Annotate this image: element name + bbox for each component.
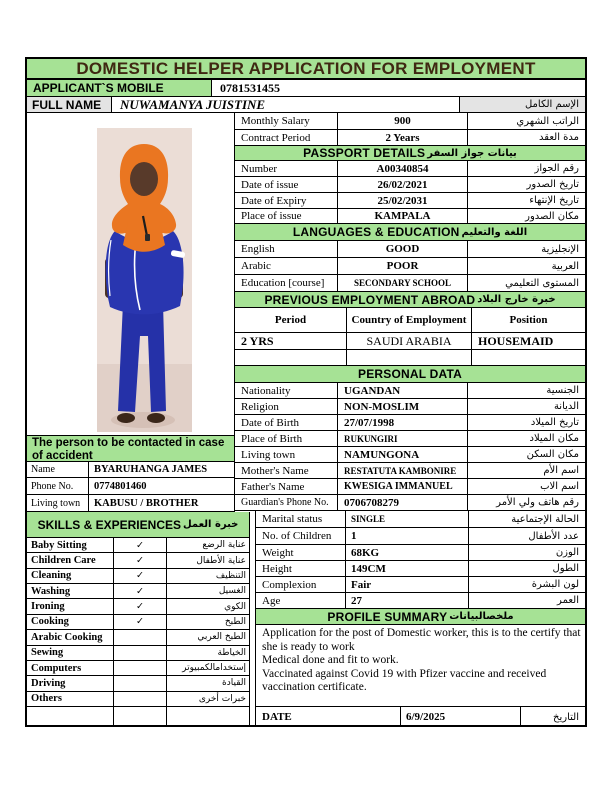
place-of-issue-value: KAMPALA (338, 209, 468, 223)
nationality-label-arabic: الجنسية (546, 385, 579, 396)
check-cell-empty (114, 661, 167, 675)
skill-row-ironing (27, 599, 250, 614)
skill-row-arabic-cooking (27, 630, 250, 645)
father-name-label: Father's Name (235, 479, 338, 494)
father-name-row (235, 479, 585, 495)
age-label-arabic: العمر (557, 595, 579, 606)
profile-line: Medical done and fit to work. (262, 654, 399, 666)
skills-header-en: SKILLS & EXPERIENCES (37, 517, 181, 532)
skill-label: Others (27, 692, 114, 706)
education-value: SECONDARY SCHOOL (338, 275, 468, 291)
date-of-birth-label: Date of Birth (235, 415, 338, 430)
education-label: Education [course] (235, 275, 338, 291)
profile-header-en: PROFILE SUMMARY (327, 609, 448, 624)
languages-header-arabic: اللغة والتعليم (461, 226, 528, 238)
employment-data-row (235, 333, 585, 350)
full-name-label: FULL NAME (27, 97, 112, 112)
height-label-arabic: الطول (552, 563, 579, 574)
date-of-birth-row (235, 415, 585, 431)
marital-status-value: SINGLE (346, 511, 469, 527)
personal-data-section (235, 366, 587, 511)
nationality-row (235, 383, 585, 399)
personal-data-header (235, 366, 585, 383)
position-column-header: Position (509, 314, 548, 326)
empty-cell (27, 707, 114, 727)
checkmark-icon: ✓ (114, 538, 167, 552)
check-cell-empty (114, 646, 167, 660)
children-row (256, 528, 585, 545)
skill-label: Ironing (27, 599, 114, 613)
skill-label: Cleaning (27, 569, 114, 583)
skill-row-washing (27, 584, 250, 599)
skill-row-empty (27, 707, 250, 727)
arabic-label: Arabic (235, 258, 338, 274)
right-upper-tables (235, 113, 587, 366)
empty-cell (472, 350, 585, 365)
empty-cell (347, 350, 472, 365)
profile-summary-section (255, 609, 587, 727)
profile-header-arabic: ملخصالبيانات (449, 611, 514, 622)
complexion-label-arabic: لون البشرة (531, 579, 579, 590)
skills-section (25, 512, 250, 727)
religion-label: Religion (235, 399, 338, 414)
contact-phone-value: 0774801460 (94, 480, 147, 492)
arabic-row (235, 258, 585, 275)
languages-header-en: LANGUAGES & EDUCATION (292, 225, 460, 239)
applicant-photo (97, 128, 192, 432)
period-column-header: Period (235, 308, 347, 332)
living-town-value: NAMUNGONA (338, 447, 468, 462)
skill-label-arabic: الطبخ (224, 616, 246, 627)
contact-town-value: KABUSU / BROTHER (94, 497, 199, 509)
living-town-label-arabic: مكان السكن (526, 449, 579, 460)
personal-data-header-text: PERSONAL DATA (358, 367, 462, 381)
height-value: 149CM (346, 561, 469, 576)
employment-empty-row (235, 350, 585, 366)
arabic-label-arabic: العربية (551, 260, 579, 272)
place-of-birth-label: Place of Birth (235, 431, 338, 446)
full-name-value: NUWAMANYA JUISTINE (112, 97, 460, 112)
date-label-arabic: التاريخ (553, 711, 579, 723)
date-of-issue-label-arabic: تاريخ الصدور (526, 179, 579, 190)
place-of-issue-label: Place of issue (235, 209, 338, 223)
age-row (256, 593, 585, 609)
skill-row-others (27, 692, 250, 707)
contract-period-label-arabic: مدة العقد (539, 132, 579, 143)
skill-row-driving (27, 676, 250, 691)
education-label-arabic: المستوى التعليمي (505, 277, 579, 289)
full-name-label-arabic: الإسم الكامل (460, 97, 585, 112)
contact-phone-label: Phone No. (27, 478, 89, 494)
religion-row (235, 399, 585, 415)
checkmark-icon: ✓ (114, 553, 167, 567)
complexion-label: Complexion (256, 577, 346, 592)
guardian-phone-row (235, 495, 585, 511)
weight-row (256, 545, 585, 561)
marital-status-row (256, 511, 585, 528)
place-of-birth-label-arabic: مكان الميلاد (529, 433, 579, 444)
mother-name-value: RESTATUTA KAMBONIRE (338, 463, 468, 478)
height-label: Height (256, 561, 346, 576)
skill-row-cooking (27, 615, 250, 630)
employment-position-value: HOUSEMAID (478, 333, 554, 348)
date-of-expiry-label-arabic: تاريخ الإنتهاء (529, 195, 579, 206)
contact-name-value: BYARUHANGA JAMES (94, 464, 208, 475)
monthly-salary-row (235, 113, 585, 130)
empty-cell (114, 707, 167, 727)
date-row (256, 707, 585, 727)
passport-expiry-row (235, 193, 585, 209)
checkmark-icon: ✓ (114, 615, 167, 629)
skill-label: Computers (27, 661, 114, 675)
mother-name-row (235, 463, 585, 479)
skill-label-arabic: الخياطة (217, 647, 246, 658)
contact-row (27, 478, 235, 495)
complexion-value: Fair (346, 577, 469, 592)
checkmark-icon: ✓ (114, 584, 167, 598)
nationality-value: UGANDAN (338, 383, 468, 398)
applicant-mobile-label: APPLICANT`S MOBILE (27, 80, 212, 96)
place-of-issue-label-arabic: مكان الصدور (525, 210, 579, 222)
employment-country-value: SAUDI ARABIA (347, 333, 472, 349)
passport-details-header (235, 146, 585, 161)
contact-row (27, 495, 235, 512)
table-bottom-border (25, 725, 587, 727)
nationality-label: Nationality (235, 383, 338, 398)
complexion-row (256, 577, 585, 593)
previous-employment-header (235, 292, 585, 308)
applicant-mobile-value: 0781531455 (220, 80, 280, 95)
skills-rows (27, 538, 250, 707)
contract-period-value: 2 Years (338, 130, 468, 145)
living-town-label: Living town (235, 447, 338, 462)
employment-header-arabic: خبرة خارج البلاد (477, 294, 556, 305)
father-name-label-arabic: اسم الاب (540, 481, 579, 492)
check-cell-empty (114, 676, 167, 690)
english-label-arabic: الإنجليزية (541, 243, 579, 255)
english-value: GOOD (338, 241, 468, 257)
skill-label: Driving (27, 676, 114, 690)
employment-header-en: PREVIOUS EMPLOYMENT ABROAD (264, 292, 476, 307)
skills-header-arabic: خبرة العمل (183, 519, 239, 530)
skill-label-arabic: الكوي (224, 601, 246, 612)
passport-number-value: A00340854 (338, 161, 468, 176)
date-of-issue-value: 26/02/2021 (338, 177, 468, 192)
date-value: 6/9/2025 (401, 707, 521, 727)
arabic-value: POOR (338, 258, 468, 274)
skill-label-arabic: الغسيل (218, 586, 246, 597)
place-of-birth-row (235, 431, 585, 447)
monthly-salary-label: Monthly Salary (235, 113, 338, 129)
skill-label-arabic: عناية الرضع (202, 540, 246, 551)
marital-status-label: Marital status (256, 511, 346, 527)
skill-label-arabic: إستخدامالكمبيوتر (182, 663, 246, 674)
date-of-issue-label: Date of issue (235, 177, 338, 192)
skill-row-sewing (27, 646, 250, 661)
languages-education-header (235, 224, 585, 241)
skill-label: Children Care (27, 553, 114, 567)
passport-header-en: PASSPORT DETAILS (303, 146, 426, 160)
empty-cell (167, 707, 249, 727)
emergency-contact-header: The person to be contacted in case of accident (27, 435, 235, 462)
skills-header (27, 512, 250, 538)
guardian-phone-label-arabic: رقم هاتف ولي الأمر (496, 497, 579, 508)
emergency-contact-section (25, 435, 235, 512)
profile-summary-text (256, 625, 585, 707)
contact-row (27, 462, 235, 478)
skill-label: Sewing (27, 646, 114, 660)
skill-label-arabic: الطبخ العربي (197, 632, 246, 643)
check-cell-empty (114, 630, 167, 644)
empty-cell (235, 350, 347, 365)
contact-name-label: Name (27, 462, 89, 477)
status-measurements-section (255, 511, 587, 609)
weight-label-arabic: الوزن (555, 547, 579, 558)
english-row (235, 241, 585, 258)
contact-town-label: Living town (27, 495, 89, 511)
checkmark-icon: ✓ (114, 599, 167, 613)
children-value: 1 (346, 528, 469, 544)
profile-line: Vaccinated against Covid 19 with Pfizer vaccine and received vaccination certificate. (262, 667, 547, 693)
skill-label: Washing (27, 584, 114, 598)
skill-label-arabic: التنظيف (215, 570, 246, 581)
skill-label-arabic: عناية الأطفال (196, 555, 246, 566)
monthly-salary-label-arabic: الراتب الشهري (516, 115, 579, 127)
country-column-header: Country of Employment (347, 308, 472, 332)
passport-issue-row (235, 177, 585, 193)
mother-name-label-arabic: اسم الأم (543, 465, 579, 476)
education-row (235, 275, 585, 292)
date-label: DATE (256, 707, 401, 727)
date-of-birth-value: 27/07/1998 (338, 415, 468, 430)
mother-name-label: Mother's Name (235, 463, 338, 478)
full-name-row (25, 97, 587, 113)
weight-label: Weight (256, 545, 346, 560)
passport-number-label-arabic: رقم الجواز (534, 163, 579, 174)
passport-header-arabic: بيانات جواز السفر (427, 147, 517, 159)
profile-summary-header (256, 609, 585, 625)
skill-label-arabic: القيادة (222, 678, 246, 689)
height-row (256, 561, 585, 577)
employment-period-value: 2 YRS (235, 333, 347, 349)
skill-row-cleaning (27, 569, 250, 584)
living-town-row (235, 447, 585, 463)
photo-zone (25, 113, 235, 435)
date-of-expiry-value: 25/02/2031 (338, 193, 468, 208)
skill-row-computers (27, 661, 250, 676)
contract-period-row (235, 130, 585, 146)
weight-value: 68KG (346, 545, 469, 560)
religion-label-arabic: الديانة (553, 401, 579, 412)
passport-number-label: Number (235, 161, 338, 176)
guardian-phone-label: Guardian's Phone No. (235, 495, 338, 510)
date-of-expiry-label: Date of Expiry (235, 193, 338, 208)
age-value: 27 (346, 593, 469, 608)
passport-number-row (235, 161, 585, 177)
skill-label: Arabic Cooking (27, 630, 114, 644)
place-of-birth-value: RUKUNGIRI (338, 431, 468, 446)
skill-label: Cooking (27, 615, 114, 629)
passport-place-row (235, 209, 585, 224)
marital-status-label-arabic: الحالة الإجتماعية (511, 513, 579, 525)
skill-label: Baby Sitting (27, 538, 114, 552)
check-cell-empty (114, 692, 167, 706)
skill-row-baby-sitting (27, 538, 250, 553)
profile-line: Application for the post of Domestic worker, this is to the certify that she is ready to work (262, 627, 581, 653)
religion-value: NON-MOSLIM (338, 399, 468, 414)
children-label-arabic: عدد الأطفال (528, 530, 579, 542)
guardian-phone-value: 0706708279 (338, 495, 468, 510)
children-label: No. of Children (256, 528, 346, 544)
skill-row-children-care (27, 553, 250, 568)
skill-label-arabic: خبرات أخرى (198, 693, 246, 704)
english-label: English (235, 241, 338, 257)
father-name-value: KWESIGA IMMANUEL (338, 479, 468, 494)
checkmark-icon: ✓ (114, 569, 167, 583)
applicant-mobile-row (25, 80, 587, 97)
date-of-birth-label-arabic: تاريخ الميلاد (530, 417, 579, 428)
monthly-salary-value: 900 (338, 113, 468, 129)
contract-period-label: Contract Period (235, 130, 338, 145)
form-title: DOMESTIC HELPER APPLICATION FOR EMPLOYMENT (25, 57, 587, 80)
age-label: Age (256, 593, 346, 608)
employment-columns-row (235, 308, 585, 333)
